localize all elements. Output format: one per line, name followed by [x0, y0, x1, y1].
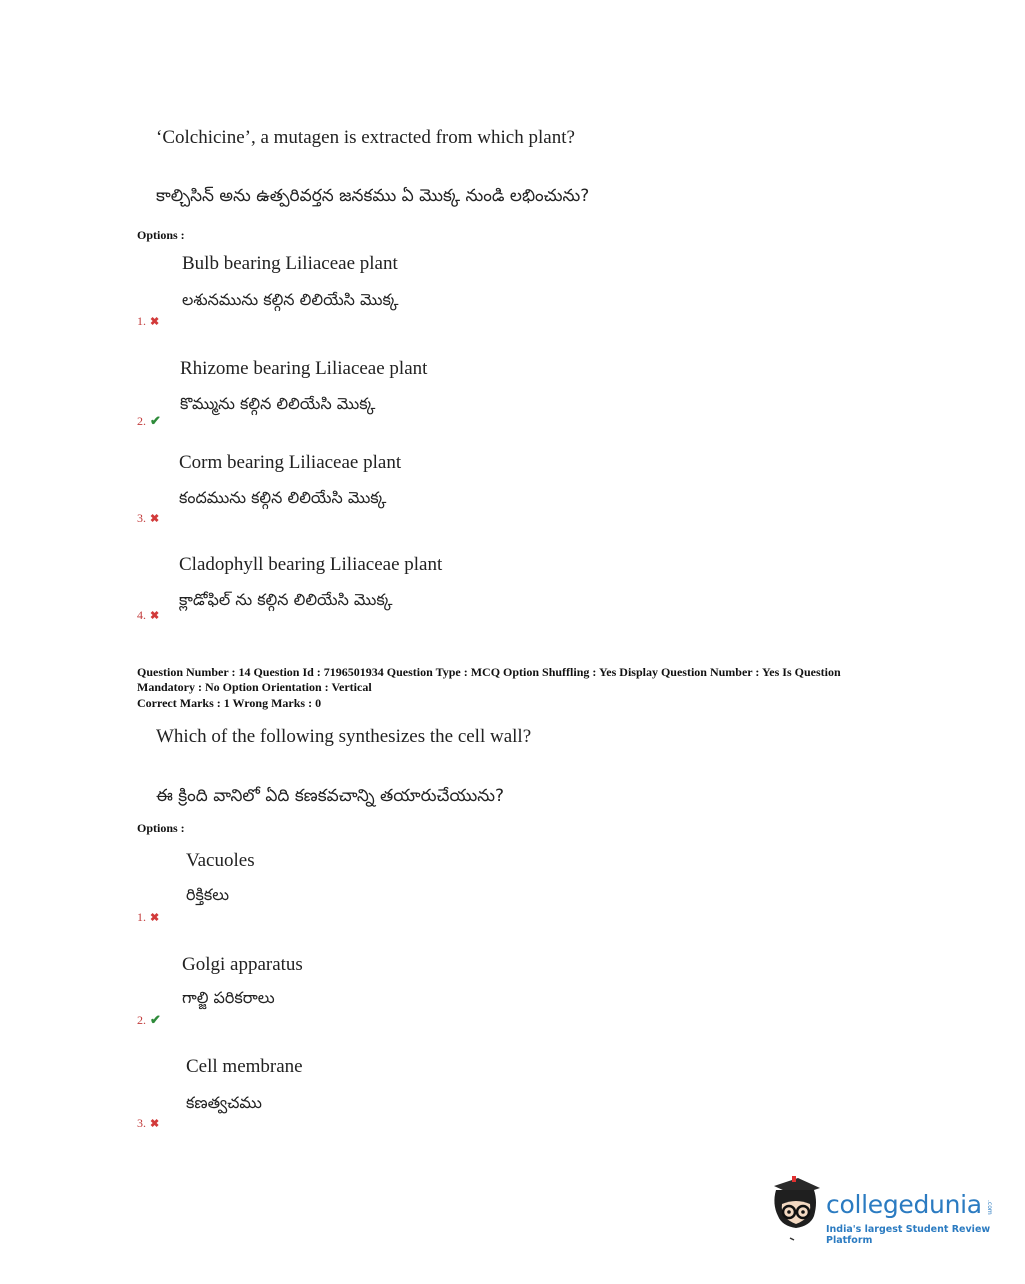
q13-option-4-number: 4. ✖ — [137, 608, 160, 622]
q13-option-3-te: కందమును కల్గిన లిలియేసి మొక్క — [179, 488, 387, 507]
q13-option-4-te: క్లాడోఫిల్ ను కల్గిన లిలియేసి మొక్క — [179, 590, 393, 609]
collegedunia-logo — [768, 1176, 996, 1246]
correct-mark-icon: ✔ — [150, 1012, 161, 1027]
logo-suffix: .com — [986, 1200, 993, 1215]
q14-option-3-en: Cell membrane — [186, 1056, 303, 1077]
q13-options-label: Options : — [137, 228, 185, 242]
q14-meta-line2: Mandatory : No Option Orientation : Vertical — [137, 680, 372, 694]
q13-option-3-number: 3. ✖ — [137, 511, 160, 525]
wrong-mark-icon: ✖ — [150, 513, 160, 525]
correct-mark-icon: ✔ — [150, 413, 161, 428]
q14-option-2-en: Golgi apparatus — [182, 954, 303, 975]
q14-option-1-en: Vacuoles — [186, 850, 255, 871]
q13-option-4-en: Cladophyll bearing Liliaceae plant — [179, 554, 443, 575]
q14-meta-line3: Correct Marks : 1 Wrong Marks : 0 — [137, 696, 322, 710]
q13-option-3-en: Corm bearing Liliaceae plant — [179, 452, 402, 473]
logo-wordmark: collegedunia — [826, 1190, 982, 1219]
q13-question-en: ‘Colchicine’, a mutagen is extracted from which plant? — [156, 127, 575, 148]
q14-option-1-te: రిక్తికలు — [186, 885, 230, 904]
q14-options-label: Options : — [137, 821, 185, 835]
q13-option-1-number: 1. ✖ — [137, 314, 160, 328]
wrong-mark-icon: ✖ — [150, 1118, 160, 1130]
q13-option-2-te: కొమ్మును కల్గిన లిలియేసి మొక్క — [180, 394, 376, 413]
q13-option-1-te: లశునమును కల్గిన లిలియేసి మొక్క — [182, 290, 399, 309]
q14-option-3-te: కణత్వచము — [186, 1093, 262, 1112]
q13-question-te: కాల్చిసిన్ అను ఉత్పరివర్తన జనకము ఏ మొక్క నుండి లభించును? — [156, 186, 590, 206]
mascot-icon — [768, 1176, 824, 1244]
wrong-mark-icon: ✖ — [150, 316, 160, 328]
q14-option-2-number: 2. ✔ — [137, 1012, 161, 1027]
q14-question-te: ఈ క్రింది వానిలో ఏది కణకవచాన్ని తయారుచేయును? — [156, 786, 505, 806]
q13-option-1-en: Bulb bearing Liliaceae plant — [182, 253, 398, 274]
q13-option-2-number: 2. ✔ — [137, 413, 161, 428]
wrong-mark-icon: ✖ — [150, 912, 160, 924]
q14-meta-line1: Question Number : 14 Question Id : 7196501934 Question Type : MCQ Option Shuffling : Yes Display Question Number : Yes Is Question — [137, 665, 841, 679]
q14-option-3-number: 3. ✖ — [137, 1116, 160, 1130]
q14-option-1-number: 1. ✖ — [137, 910, 160, 924]
q14-option-2-te: గాల్జి పరికరాలు — [182, 988, 275, 1007]
q13-option-2-en: Rhizome bearing Liliaceae plant — [180, 358, 428, 379]
q14-question-en: Which of the following synthesizes the cell wall? — [156, 726, 532, 747]
logo-tagline: India's largest Student Review Platform — [826, 1224, 991, 1246]
wrong-mark-icon: ✖ — [150, 610, 160, 622]
